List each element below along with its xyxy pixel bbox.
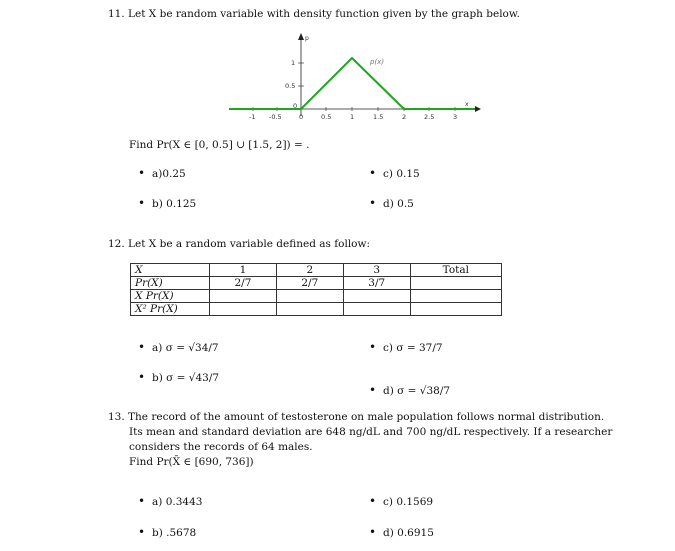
y-axis-label: p	[305, 35, 309, 42]
table-cell	[276, 290, 343, 303]
table-cell: Pr(X)	[131, 277, 210, 290]
table-cell: X	[131, 264, 210, 277]
x-tick: 2.5	[424, 113, 435, 121]
table-row	[131, 303, 502, 316]
x-tick: -1	[249, 113, 256, 121]
q13-option-b[interactable]: • b) .5678	[138, 525, 196, 539]
q12-option-b[interactable]: • b) σ = √43/7	[138, 370, 219, 384]
q13-line-1: 13. The record of the amount of testosterone on male population follows normal distribution.	[108, 411, 605, 423]
curve-label: p(x)	[370, 58, 385, 66]
table-cell: X² Pr(X)	[131, 303, 210, 316]
table-cell: X Pr(X)	[131, 290, 210, 303]
x-axis-label: x	[465, 101, 469, 108]
table-cell	[210, 290, 277, 303]
table-cell	[276, 303, 343, 316]
table-cell: 2/7	[276, 277, 343, 290]
table-row	[131, 277, 502, 290]
q13-option-c[interactable]: • c) 0.1569	[369, 494, 433, 508]
q13-option-a[interactable]: • a) 0.3443	[138, 494, 202, 508]
q11-heading: 11. Let X be random variable with density function given by the graph below.	[108, 8, 520, 20]
table-cell	[210, 303, 277, 316]
x-tick: 1	[350, 113, 355, 121]
q13-line-3: considers the records of 64 males.	[129, 441, 313, 453]
q12-option-c[interactable]: • c) σ = 37/7	[369, 340, 443, 354]
x-tick: 1.5	[373, 113, 384, 121]
table-cell: 2/7	[210, 277, 277, 290]
table-cell: Total	[410, 264, 501, 277]
q11-option-a[interactable]: • a)0.25	[138, 166, 186, 180]
table-cell	[343, 290, 410, 303]
x-tick: 0.5	[321, 113, 332, 121]
y-tick: 0.5	[285, 82, 296, 90]
q11-prompt: Find Pr(X ∈ [0, 0.5] ∪ [1.5, 2]) = .	[129, 139, 310, 151]
q11-option-c[interactable]: • c) 0.15	[369, 166, 420, 180]
table-cell: 3	[343, 264, 410, 277]
q13-option-d[interactable]: • d) 0.6915	[369, 525, 434, 539]
y-tick: 1	[291, 59, 296, 67]
x-tick: 3	[453, 113, 458, 121]
density-graph	[225, 28, 485, 128]
q11-option-b[interactable]: • b) 0.125	[138, 196, 196, 210]
probability-table	[130, 263, 502, 316]
table-cell	[410, 303, 501, 316]
density-curve	[229, 58, 475, 109]
q11-option-d[interactable]: • d) 0.5	[369, 196, 414, 210]
q13-line-4: Find Pr(X̄ ∈ [690, 736])	[129, 456, 254, 468]
q12-option-a[interactable]: • a) σ = √34/7	[138, 340, 219, 354]
table-row	[131, 264, 502, 277]
x-tick: -0.5	[269, 113, 282, 121]
y-tick: 0	[293, 102, 298, 110]
x-tick: 2	[402, 113, 407, 121]
q13-line-2: Its mean and standard deviation are 648 ng/dL and 700 ng/dL respectively. If a researcher	[129, 426, 613, 438]
q12-heading: 12. Let X be a random variable defined as follow:	[108, 238, 371, 250]
table-cell	[410, 290, 501, 303]
x-tick: 0	[299, 113, 304, 121]
table-cell: 2	[276, 264, 343, 277]
table-cell	[410, 277, 501, 290]
table-cell	[343, 303, 410, 316]
table-row	[131, 290, 502, 303]
table-cell: 1	[210, 264, 277, 277]
q12-option-d[interactable]: • d) σ = √38/7	[369, 383, 450, 397]
table-cell: 3/7	[343, 277, 410, 290]
